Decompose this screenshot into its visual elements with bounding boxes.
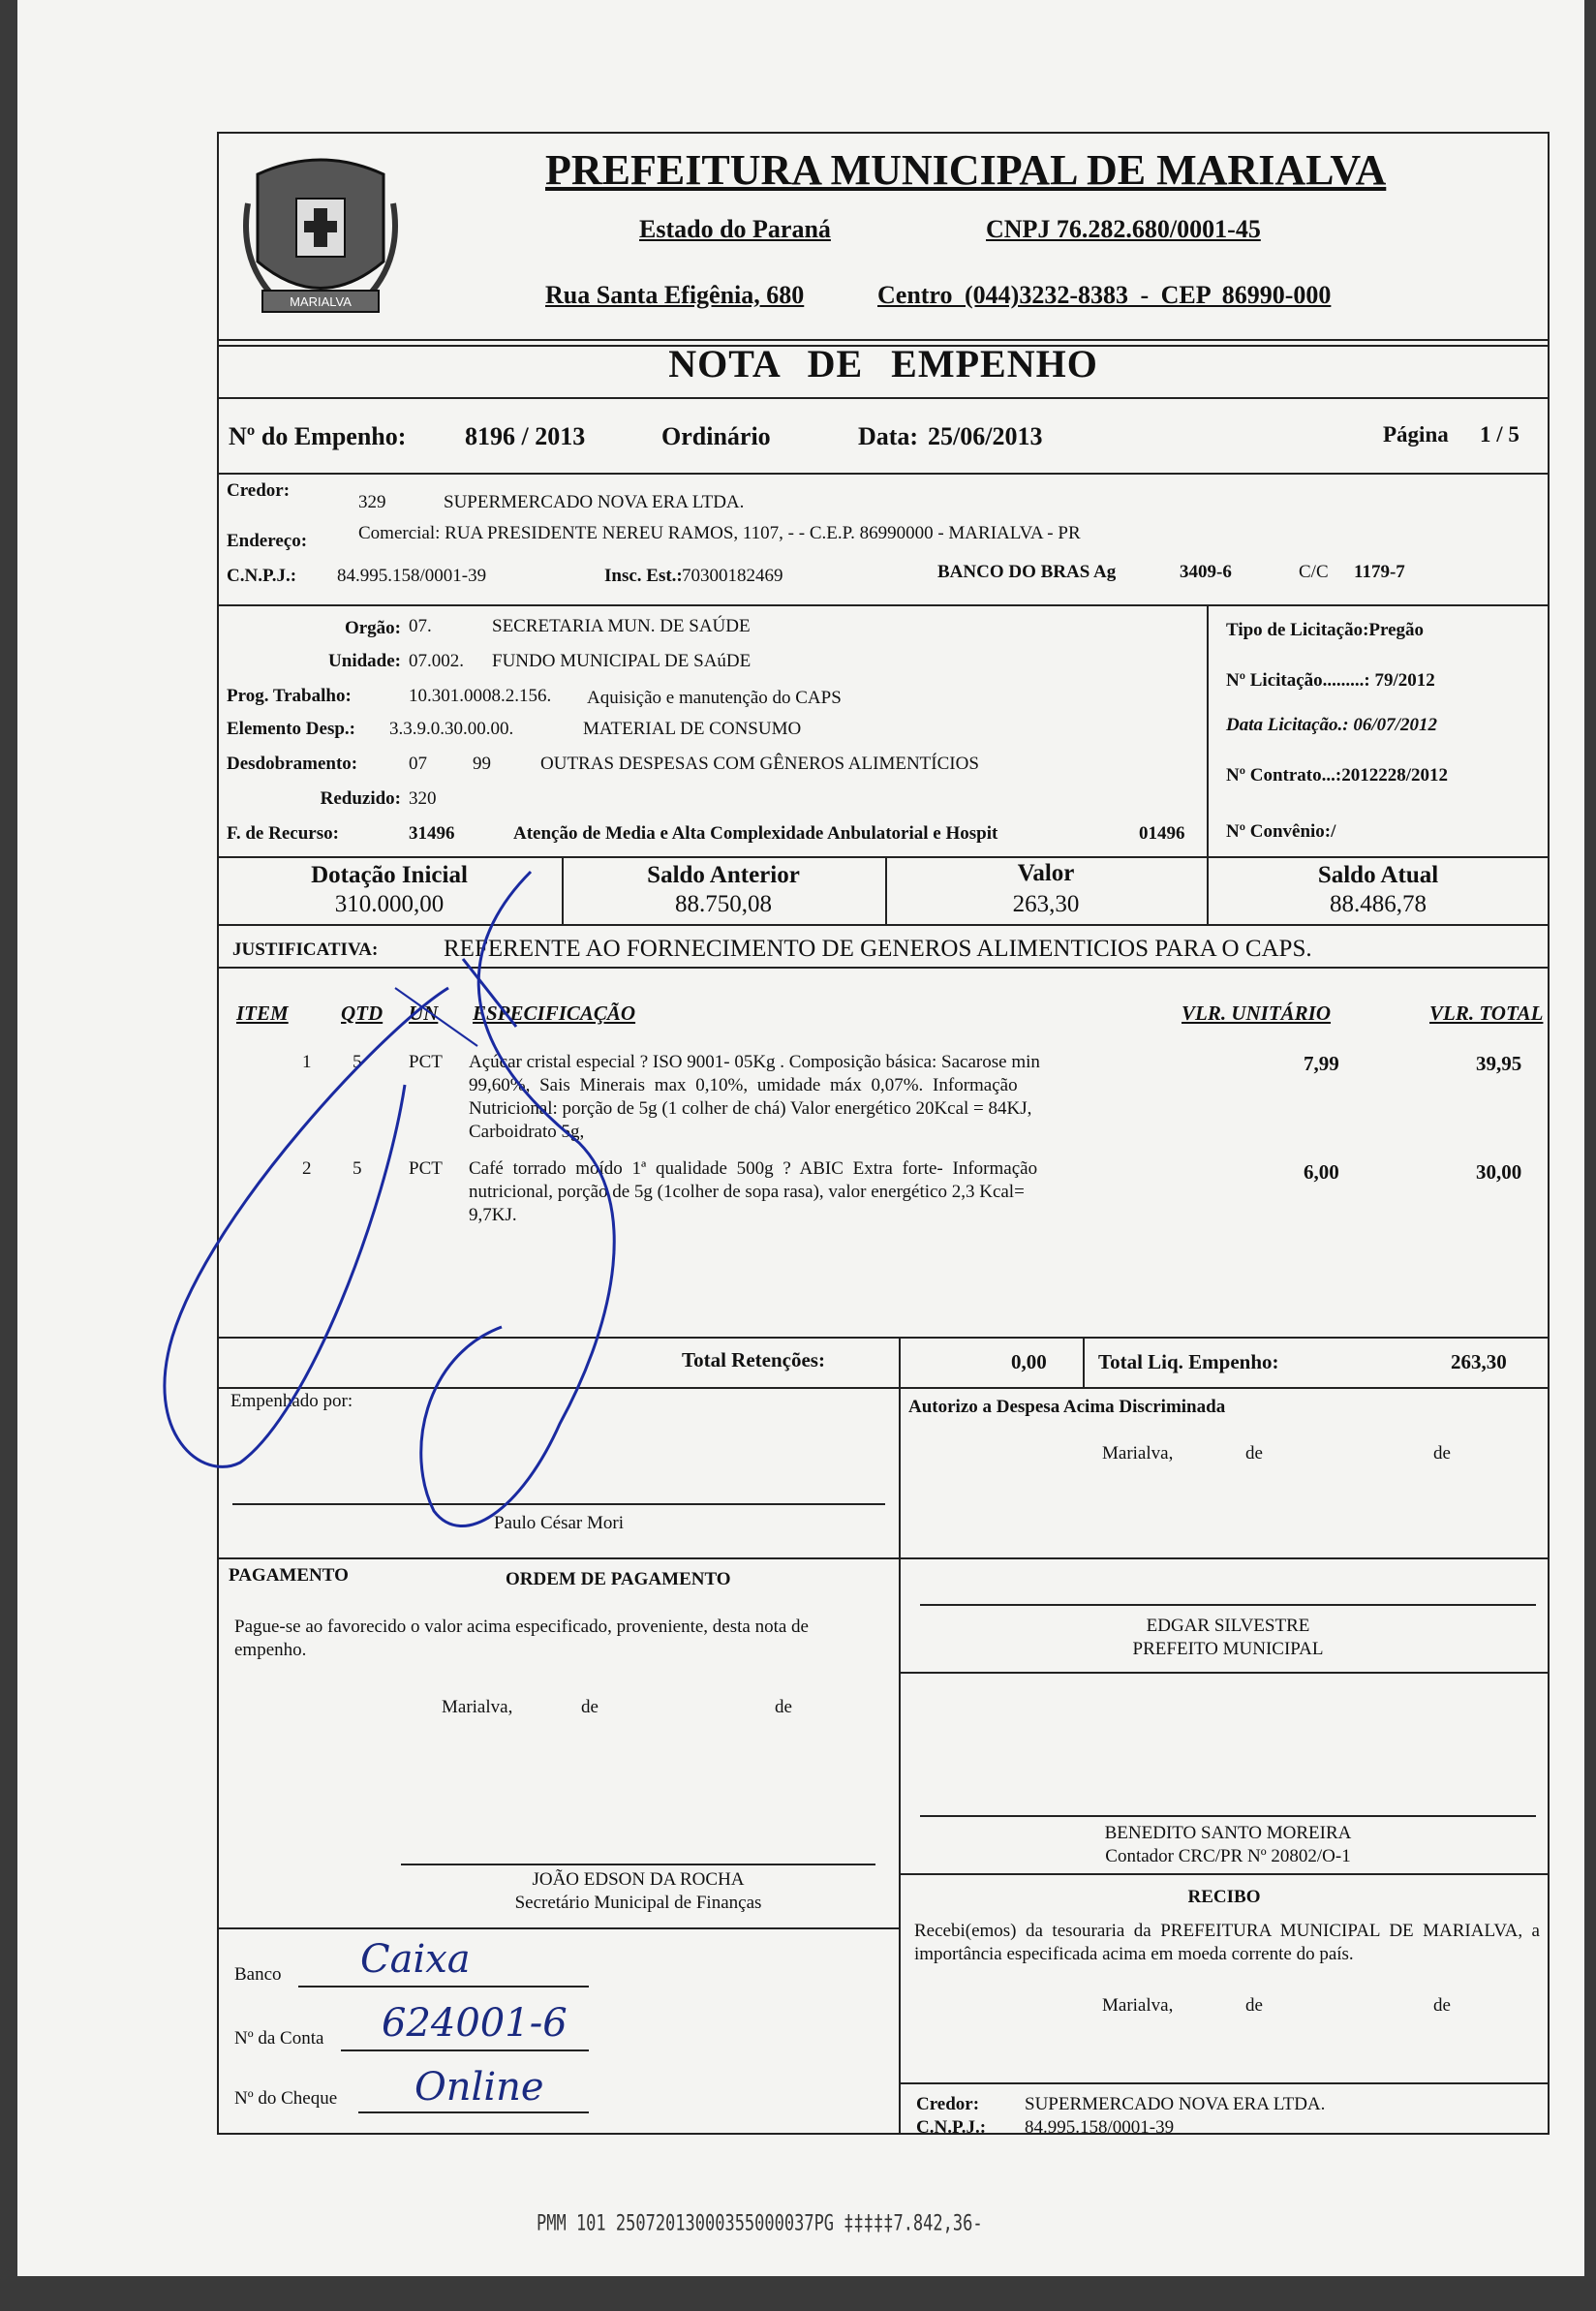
unidade-code: 07.002.	[409, 651, 464, 671]
autorizo-text: Autorizo a Despesa Acima Discriminada	[908, 1397, 1226, 1417]
page-number: 1 / 5	[1480, 422, 1519, 447]
empenhado-signer: Paulo César Mori	[493, 1513, 625, 1533]
licitacao-tipo: Tipo de Licitação:Pregão	[1226, 620, 1425, 640]
recibo-credor-label: Credor:	[916, 2094, 980, 2114]
pagamento-divider	[899, 1557, 901, 2135]
item-2-desc-1: Café torrado moído 1ª qualidade 500g ? ABIC Extra forte- Informação	[469, 1158, 1038, 1179]
reduzido-label: Reduzido:	[320, 788, 401, 809]
liquido-label: Total Liq. Empenho:	[1098, 1350, 1279, 1373]
autorizo-de-1: de	[1245, 1443, 1263, 1464]
header-street: Rua Santa Efigênia, 680	[545, 281, 805, 309]
contador-box-bottom	[899, 1873, 1550, 1875]
endereco-value: Comercial: RUA PRESIDENTE NEREU RAMOS, 1107, - - C.E.P. 86990000 - MARIALVA - PR	[358, 523, 1081, 543]
prog-label: Prog. Trabalho:	[227, 686, 352, 706]
licitacao-data: Data Licitação.: 06/07/2012	[1226, 715, 1437, 735]
recibo-box-bottom	[899, 2082, 1550, 2084]
recibo-city: Marialva,	[1102, 1995, 1174, 2016]
retencoes-value: 0,00	[1011, 1350, 1047, 1373]
pagamento-de-1: de	[581, 1697, 598, 1717]
insc-value: 70300182469	[682, 566, 783, 586]
valor-label: Valor	[1017, 860, 1075, 886]
elemento-label: Elemento Desp.:	[227, 719, 355, 739]
orgao-code: 07.	[409, 616, 432, 636]
cc-label: C/C	[1299, 562, 1329, 582]
item-1-desc-3: Nutricional: porção de 5g (1 colher de chá) Valor energético 20Kcal = 84KJ,	[469, 1098, 1032, 1119]
pagamento-text: Pague-se ao favorecido o valor acima especificado, proveniente, desta nota de empenho.	[234, 1617, 809, 1660]
desdob-a: 07	[409, 754, 427, 774]
unidade-label: Unidade:	[328, 651, 401, 671]
col-item-header: ITEM	[236, 1001, 289, 1025]
recurso-label: F. de Recurso:	[227, 823, 339, 844]
banco-label: BANCO DO BRAS Ag	[937, 562, 1117, 582]
col-un-header: UN	[409, 1001, 439, 1025]
saldo-anterior-value: 88.750,08	[675, 891, 772, 917]
col-espec-header: ESPECIFICAÇÃO	[473, 1001, 636, 1025]
saldo-atual-value: 88.486,78	[1330, 891, 1427, 917]
prefeito-signature-line	[920, 1604, 1536, 1606]
item-2-un: PCT	[409, 1158, 443, 1179]
saldo-atual-label: Saldo Atual	[1317, 862, 1439, 888]
conta-handwritten: 624001-6	[382, 2001, 568, 2046]
desdob-b: 99	[473, 754, 491, 774]
banco-field-line	[298, 1986, 589, 1987]
secretario-signature-line	[401, 1864, 875, 1865]
unidade-name: FUNDO MUNICIPAL DE SAúDE	[492, 651, 752, 671]
pagamento-label: PAGAMENTO	[229, 1565, 349, 1586]
ordem-label: ORDEM DE PAGAMENTO	[506, 1569, 731, 1589]
totals-divider-1	[899, 1337, 901, 1389]
col-total-header: VLR. TOTAL	[1429, 1001, 1544, 1025]
recibo-de-1: de	[1245, 1995, 1263, 2016]
recibo-cnpj: 84.995.158/0001-39	[1025, 2117, 1175, 2138]
recibo-cnpj-label: C.N.P.J.:	[916, 2117, 987, 2138]
item-2-total: 30,00	[1476, 1160, 1522, 1184]
licitacao-numero: Nº Licitação.........: 79/2012	[1226, 670, 1435, 691]
pagamento-city: Marialva,	[442, 1697, 513, 1717]
retencoes-label: Total Retenções:	[682, 1348, 825, 1371]
item-2-unit-price: 6,00	[1304, 1160, 1339, 1184]
header-address: Centro (044)3232-8383 - CEP 86990-000	[877, 281, 1332, 309]
contador-signature-line	[920, 1815, 1536, 1817]
reduzido-value: 320	[409, 788, 437, 809]
cheque-handwritten: Online	[414, 2065, 544, 2110]
empenho-label: Nº do Empenho:	[229, 422, 407, 450]
dotacao-divider	[1207, 604, 1209, 858]
item-1-un: PCT	[409, 1052, 443, 1072]
empenhado-label: Empenhado por:	[230, 1391, 353, 1411]
cheque-field-label: Nº do Cheque	[234, 2088, 338, 2109]
secretario-role: Secretário Municipal de Finanças	[514, 1893, 762, 1913]
banco-field-label: Banco	[234, 1964, 282, 1985]
state-name: Estado do Paraná	[639, 215, 831, 243]
totals-box	[217, 1337, 1550, 1389]
col-qtd-header: QTD	[341, 1001, 384, 1025]
elemento-code: 3.3.9.0.30.00.00.	[389, 719, 514, 739]
credor-code: 329	[358, 492, 386, 512]
licitacao-convenio: Nº Convênio:/	[1226, 821, 1336, 842]
recibo-de-2: de	[1433, 1995, 1451, 2016]
recurso-name: Atenção de Media e Alta Complexidade Anbulatorial e Hospit	[513, 823, 998, 844]
conta-field-label: Nº da Conta	[234, 2028, 324, 2049]
item-2-number: 2	[302, 1158, 312, 1179]
page-label: Página	[1383, 422, 1449, 447]
orgao-label: Orgão:	[344, 618, 401, 638]
pagamento-de-2: de	[775, 1697, 792, 1717]
item-2-desc-3: 9,7KJ.	[469, 1205, 517, 1225]
insc-label: Insc. Est.:	[604, 566, 683, 586]
saldo-anterior-label: Saldo Anterior	[647, 862, 800, 888]
item-2-qtd: 5	[353, 1158, 362, 1179]
recibo-title: RECIBO	[1187, 1887, 1261, 1907]
contador-name: BENEDITO SANTO MOREIRA	[1104, 1823, 1352, 1843]
banco-handwritten: Caixa	[360, 1937, 471, 1982]
saldo-inicial-value: 310.000,00	[334, 891, 445, 917]
licitacao-contrato: Nº Contrato...:2012228/2012	[1226, 765, 1448, 786]
endereco-label: Endereço:	[227, 531, 308, 551]
item-1-total: 39,95	[1476, 1052, 1522, 1075]
doc-title: NOTA DE EMPENHO	[668, 342, 1098, 385]
desdob-label: Desdobramento:	[227, 754, 358, 774]
desdob-name: OUTRAS DESPESAS COM GÊNEROS ALIMENTÍCIOS	[540, 754, 979, 774]
recibo-text: Recebi(emos) da tesouraria da PREFEITURA MUNICIPAL DE MARIALVA, a importância especificada acima em moeda corrente do país.	[914, 1921, 1540, 1964]
liquido-value: 263,30	[1451, 1350, 1507, 1373]
recurso-code2: 01496	[1139, 823, 1185, 844]
autorizo-city: Marialva,	[1102, 1443, 1174, 1464]
contador-role: Contador CRC/PR Nº 20802/O-1	[1105, 1846, 1351, 1866]
recurso-code: 31496	[409, 823, 455, 844]
elemento-name: MATERIAL DE CONSUMO	[583, 719, 802, 739]
credor-name: SUPERMERCADO NOVA ERA LTDA.	[444, 492, 745, 512]
valor-value: 263,30	[1012, 891, 1080, 917]
item-1-desc-2: 99,60%, Sais Minerais max 0,10%, umidade máx 0,07%. Informação	[469, 1075, 1018, 1095]
prefeitura-title: PREFEITURA MUNICIPAL DE MARIALVA	[545, 146, 1387, 194]
empenho-date: 25/06/2013	[928, 422, 1043, 450]
cnpj-label: C.N.P.J.:	[227, 566, 297, 586]
header-cnpj: CNPJ 76.282.680/0001-45	[986, 215, 1261, 243]
signature-divider	[899, 1387, 901, 1559]
secretario-name: JOÃO EDSON DA ROCHA	[532, 1869, 745, 1890]
item-1-qtd: 5	[353, 1052, 362, 1072]
secretario-box-bottom	[217, 1927, 899, 1929]
conta-field-line	[341, 2049, 589, 2051]
recibo-credor: SUPERMERCADO NOVA ERA LTDA.	[1025, 2094, 1326, 2114]
prefeito-box-bottom	[899, 1672, 1550, 1674]
item-1-number: 1	[302, 1052, 312, 1072]
prog-name: Aquisição e manutenção do CAPS	[587, 688, 842, 708]
orgao-name: SECRETARIA MUN. DE SAÚDE	[492, 616, 751, 636]
empenho-number: 8196 / 2013	[465, 422, 586, 450]
cnpj-value: 84.995.158/0001-39	[337, 566, 487, 586]
item-1-unit-price: 7,99	[1304, 1052, 1339, 1075]
credor-label: Credor:	[227, 480, 291, 501]
saldo-inicial-label: Dotação Inicial	[311, 862, 468, 888]
empenho-date-label: Data:	[858, 422, 919, 450]
totals-divider-2	[1083, 1337, 1085, 1389]
item-2-desc-2: nutricional, porção de 5g (1colher de sopa rasa), valor energético 2,3 Kcal=	[469, 1182, 1025, 1202]
prefeito-role: PREFEITO MUNICIPAL	[1132, 1639, 1324, 1659]
col-unit-header: VLR. UNITÁRIO	[1182, 1001, 1332, 1025]
coat-of-arms	[238, 145, 403, 334]
agencia-value: 3409-6	[1180, 562, 1232, 582]
prefeito-name: EDGAR SILVESTRE	[1146, 1616, 1310, 1636]
autorizo-de-2: de	[1433, 1443, 1451, 1464]
item-1-desc-1: Açúcar cristal especial ? ISO 9001- 05Kg . Composição básica: Sacarose min	[469, 1052, 1040, 1072]
prog-code: 10.301.0008.2.156.	[409, 686, 552, 706]
empenhado-signature-line	[232, 1503, 885, 1505]
cc-value: 1179-7	[1354, 562, 1405, 582]
footer-stamp: PMM 101 25072013000355000037PG ‡‡‡‡‡7.842,36-	[537, 2211, 983, 2236]
svg-text:MARIALVA: MARIALVA	[290, 294, 352, 309]
empenho-type: Ordinário	[661, 422, 771, 450]
justificativa-text: REFERENTE AO FORNECIMENTO DE GENEROS ALIMENTICIOS PARA O CAPS.	[444, 936, 1312, 962]
item-1-desc-4: Carboidrato 5g,	[469, 1122, 585, 1142]
document-page	[17, 0, 1584, 2276]
cheque-field-line	[358, 2111, 589, 2113]
justificativa-label: JUSTIFICATIVA:	[232, 940, 379, 960]
